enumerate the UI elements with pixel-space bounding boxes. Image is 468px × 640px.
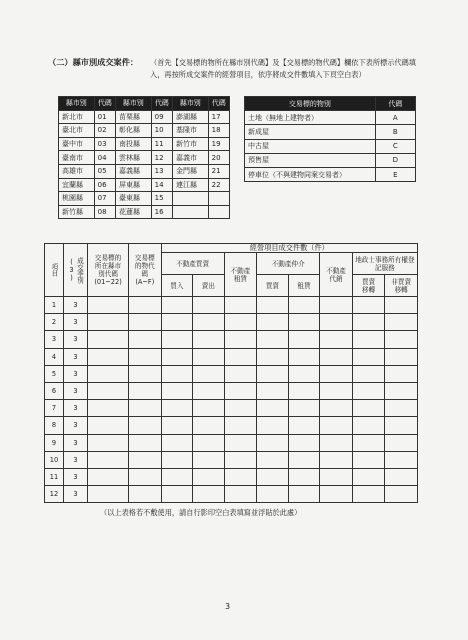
- land-nontrade-field[interactable]: [385, 468, 418, 485]
- broker-rent-field[interactable]: [288, 400, 320, 417]
- broker-trade-field[interactable]: [257, 486, 289, 503]
- land-registration-header: 地政士事務所有權登記服務: [355, 255, 415, 272]
- land-nontrade-field[interactable]: [385, 486, 418, 503]
- county-code-field[interactable]: [88, 297, 129, 314]
- footnote: （以上表格若不敷使用，請自行影印空白表填寫並浮貼於此處）: [100, 508, 302, 517]
- cell: 02: [94, 124, 115, 138]
- col-header: 縣市別: [116, 97, 152, 111]
- county-code-field[interactable]: [88, 434, 129, 451]
- table-row: [45, 486, 418, 503]
- land-nontrade-field[interactable]: [385, 417, 418, 434]
- broker-trade-field[interactable]: [257, 417, 289, 434]
- cell: 屏東縣: [116, 178, 152, 192]
- table-row: [45, 348, 418, 365]
- section-title: （二）縣市別成交案件：: [48, 57, 139, 67]
- rent-header: 不動產租賃: [230, 266, 251, 283]
- cell: 15: [151, 192, 172, 206]
- item-number: 12: [45, 486, 64, 503]
- cell: D: [375, 153, 415, 167]
- rent-count-field[interactable]: [224, 400, 257, 417]
- col-header: 代碼: [208, 97, 229, 111]
- agency-field[interactable]: [320, 297, 353, 314]
- item-number: 3: [45, 331, 64, 348]
- item-number: 11: [45, 468, 64, 485]
- header-row-1: [45, 244, 418, 253]
- land-trade-field[interactable]: [352, 314, 385, 331]
- cell: 宜蘭縣: [59, 178, 95, 192]
- cell: 22: [208, 178, 229, 192]
- agency-header: 不動產代銷: [326, 266, 346, 283]
- cell: 09: [151, 110, 172, 124]
- cell: 臺北市: [59, 124, 95, 138]
- buy-count-field[interactable]: [161, 468, 193, 485]
- broker-header: 不動產仲介: [257, 253, 320, 275]
- land-nontrade-field[interactable]: [385, 314, 418, 331]
- item-number: 6: [45, 382, 64, 399]
- object-code-field[interactable]: [129, 297, 162, 314]
- broker-trade-field[interactable]: [257, 365, 289, 382]
- rent-count-field[interactable]: [224, 297, 257, 314]
- buy-count-field[interactable]: [161, 434, 193, 451]
- broker-trade-field[interactable]: [257, 434, 289, 451]
- quarter-value: 3: [63, 400, 87, 417]
- county-code-field[interactable]: [88, 486, 129, 503]
- cell: 苗栗縣: [116, 110, 152, 124]
- item-number: 4: [45, 348, 64, 365]
- cell: 新竹市: [173, 137, 209, 151]
- county-code-field[interactable]: [88, 451, 129, 468]
- broker-trade-field[interactable]: [257, 382, 289, 399]
- land-trade-field[interactable]: [352, 434, 385, 451]
- cell: 雲林縣: [116, 151, 152, 165]
- broker-rent-field[interactable]: [288, 417, 320, 434]
- object-code-field[interactable]: [129, 348, 162, 365]
- object-table-header: [245, 97, 416, 111]
- land-trade-field[interactable]: [352, 331, 385, 348]
- table-row: [45, 417, 418, 434]
- object-code-field[interactable]: [129, 382, 162, 399]
- col-header: 代碼: [151, 97, 172, 111]
- land-nontrade-field[interactable]: [385, 348, 418, 365]
- buy-count-field[interactable]: [161, 348, 193, 365]
- sell-count-field[interactable]: [193, 468, 225, 485]
- cell: 新成屋: [245, 125, 376, 139]
- sell-count-field[interactable]: [193, 297, 225, 314]
- object-code-field[interactable]: [129, 400, 162, 417]
- table-row: [45, 365, 418, 382]
- cell: [208, 192, 229, 206]
- cell: 桃園縣: [59, 192, 95, 206]
- quarter-value: 3: [63, 331, 87, 348]
- broker-trade-field[interactable]: [257, 348, 289, 365]
- sell-count-field[interactable]: [193, 417, 225, 434]
- land-trade-field[interactable]: [352, 451, 385, 468]
- object-code-header: 交易標的物代碼: [134, 254, 155, 278]
- quarter-value: 3: [63, 297, 87, 314]
- object-code-field[interactable]: [129, 468, 162, 485]
- cell: 20: [208, 151, 229, 165]
- object-code-range: (A~F): [135, 278, 155, 286]
- land-nontrade-field[interactable]: [385, 382, 418, 399]
- county-code-range: (01~22): [94, 278, 122, 286]
- broker-rent-field[interactable]: [288, 365, 320, 382]
- cell: [173, 205, 209, 219]
- cell: [173, 192, 209, 206]
- broker-trade-field[interactable]: [257, 451, 289, 468]
- cell: 05: [94, 164, 115, 178]
- section-instructions: （首先【交易標的物所在縣市別代碼】及【交易標的物代碼】欄依下表所標示代碼填入，再按所成交案件的經營項目，依序將成交件數填入下頁空白表）: [150, 58, 416, 79]
- cell: 金門縣: [173, 164, 209, 178]
- cell: 澎湖縣: [173, 110, 209, 124]
- object-code-field[interactable]: [129, 331, 162, 348]
- land-trade-field[interactable]: [352, 382, 385, 399]
- table-row: [59, 110, 230, 124]
- buy-count-field[interactable]: [161, 417, 193, 434]
- broker-rent-field[interactable]: [288, 486, 320, 503]
- entry-rows: [45, 297, 418, 503]
- buy-header: 買入: [161, 275, 193, 297]
- item-number: 7: [45, 400, 64, 417]
- table-row: [45, 400, 418, 417]
- table-row: [245, 111, 416, 125]
- col-header: 縣市別: [173, 97, 209, 111]
- cell: 01: [94, 110, 115, 124]
- county-code-field[interactable]: [88, 417, 129, 434]
- broker-trade-header: 買賣: [257, 275, 289, 297]
- cell: 11: [151, 137, 172, 151]
- quarter-value: 3: [63, 365, 87, 382]
- quarter-value: 3: [63, 434, 87, 451]
- table-row: [245, 167, 416, 181]
- land-nontrade-header: 非買賣移轉: [391, 277, 412, 294]
- cell: 14: [151, 178, 172, 192]
- land-trade-field[interactable]: [352, 468, 385, 485]
- land-nontrade-field[interactable]: [385, 297, 418, 314]
- table-row: [59, 164, 230, 178]
- table-row: [45, 451, 418, 468]
- broker-rent-field[interactable]: [288, 434, 320, 451]
- cell: 預售屋: [245, 153, 376, 167]
- cell: 08: [94, 205, 115, 219]
- item-number: 1: [45, 297, 64, 314]
- col-header: 縣市別: [59, 97, 95, 111]
- cell: 土地（無地上建物者）: [245, 111, 376, 125]
- county-code-field[interactable]: [88, 382, 129, 399]
- sell-count-field[interactable]: [193, 382, 225, 399]
- agency-field[interactable]: [320, 331, 353, 348]
- cell: 新北市: [59, 110, 95, 124]
- rent-count-field[interactable]: [224, 365, 257, 382]
- sell-count-field[interactable]: [193, 331, 225, 348]
- broker-rent-field[interactable]: [288, 314, 320, 331]
- sell-count-field[interactable]: [193, 486, 225, 503]
- broker-trade-field[interactable]: [257, 314, 289, 331]
- land-nontrade-field[interactable]: [385, 400, 418, 417]
- cell: 03: [94, 137, 115, 151]
- rent-count-field[interactable]: [224, 331, 257, 348]
- county-code-field[interactable]: [88, 348, 129, 365]
- broker-trade-field[interactable]: [257, 297, 289, 314]
- business-header: 經營項目成交件數（件）: [161, 244, 417, 253]
- table-row: [45, 382, 418, 399]
- county-code-field[interactable]: [88, 314, 129, 331]
- rent-count-field[interactable]: [224, 468, 257, 485]
- rent-count-field[interactable]: [224, 434, 257, 451]
- buy-count-field[interactable]: [161, 382, 193, 399]
- county-code-field[interactable]: [88, 400, 129, 417]
- cell: 臺南市: [59, 151, 95, 165]
- agency-field[interactable]: [320, 365, 353, 382]
- rent-count-field[interactable]: [224, 382, 257, 399]
- table-row: [45, 331, 418, 348]
- object-code-field[interactable]: [129, 451, 162, 468]
- buy-count-field[interactable]: [161, 400, 193, 417]
- broker-trade-field[interactable]: [257, 400, 289, 417]
- broker-rent-field[interactable]: [288, 348, 320, 365]
- land-trade-field[interactable]: [352, 486, 385, 503]
- cell: 17: [208, 110, 229, 124]
- rent-count-field[interactable]: [224, 451, 257, 468]
- quarter-value: 3: [63, 486, 87, 503]
- cell: 21: [208, 164, 229, 178]
- agency-field[interactable]: [320, 486, 353, 503]
- col-header: 代碼: [375, 97, 415, 111]
- agency-field[interactable]: [320, 348, 353, 365]
- object-code-table: [244, 96, 416, 182]
- land-trade-field[interactable]: [352, 400, 385, 417]
- cell: 中古屋: [245, 139, 376, 153]
- cell: 連江縣: [173, 178, 209, 192]
- cell: 高雄市: [59, 164, 95, 178]
- land-nontrade-field[interactable]: [385, 331, 418, 348]
- cell: 停車位（不與建物同案交易者）: [245, 167, 376, 181]
- cell: 嘉義縣: [116, 164, 152, 178]
- quarter-value: 3: [63, 468, 87, 485]
- rent-count-field[interactable]: [224, 348, 257, 365]
- cell: E: [375, 167, 415, 181]
- sell-count-field[interactable]: [193, 365, 225, 382]
- cell: 04: [94, 151, 115, 165]
- col-header: 代碼: [94, 97, 115, 111]
- cell: 嘉義市: [173, 151, 209, 165]
- object-code-field[interactable]: [129, 486, 162, 503]
- buy-count-field[interactable]: [161, 297, 193, 314]
- table-row: [45, 468, 418, 485]
- quarter-value: 3: [63, 348, 87, 365]
- county-table-header: [59, 97, 230, 111]
- item-number: 5: [45, 365, 64, 382]
- rent-count-field[interactable]: [224, 417, 257, 434]
- col-header: 交易標的物別: [245, 97, 376, 111]
- county-code-field[interactable]: [88, 331, 129, 348]
- cell: 06: [94, 178, 115, 192]
- table-row: [59, 205, 230, 219]
- object-code-field[interactable]: [129, 417, 162, 434]
- item-number: 8: [45, 417, 64, 434]
- cell: 16: [151, 205, 172, 219]
- rent-count-field[interactable]: [224, 314, 257, 331]
- land-nontrade-field[interactable]: [385, 451, 418, 468]
- item-number: 2: [45, 314, 64, 331]
- broker-rent-field[interactable]: [288, 297, 320, 314]
- transaction-entry-table: [44, 243, 418, 503]
- cell: 13: [151, 164, 172, 178]
- land-trade-field[interactable]: [352, 348, 385, 365]
- item-number: 10: [45, 451, 64, 468]
- agency-field[interactable]: [320, 382, 353, 399]
- county-code-field[interactable]: [88, 365, 129, 382]
- cell: 19: [208, 137, 229, 151]
- table-row: [59, 124, 230, 138]
- buy-count-field[interactable]: [161, 365, 193, 382]
- cell: 10: [151, 124, 172, 138]
- item-header: 項目: [49, 263, 58, 277]
- broker-trade-field[interactable]: [257, 468, 289, 485]
- broker-rent-field[interactable]: [288, 451, 320, 468]
- table-row: [245, 153, 416, 167]
- table-row: [59, 137, 230, 151]
- buy-count-field[interactable]: [161, 314, 193, 331]
- broker-rent-field[interactable]: [288, 468, 320, 485]
- cell: C: [375, 139, 415, 153]
- quarter-value: 3: [63, 451, 87, 468]
- broker-rent-header: 租賃: [288, 275, 320, 297]
- table-row: [59, 151, 230, 165]
- buy-count-field[interactable]: [161, 451, 193, 468]
- land-trade-field[interactable]: [352, 365, 385, 382]
- table-row: [45, 314, 418, 331]
- cell: 彰化縣: [116, 124, 152, 138]
- buy-count-field[interactable]: [161, 486, 193, 503]
- agency-field[interactable]: [320, 468, 353, 485]
- cell: [208, 205, 229, 219]
- county-code-table: [58, 96, 230, 219]
- quarter-value: 3: [63, 314, 87, 331]
- cell: 基隆市: [173, 124, 209, 138]
- trade-header: 不動產買賣: [161, 253, 224, 275]
- sell-count-field[interactable]: [193, 348, 225, 365]
- county-code-header: 交易標的所在縣市別代碼: [94, 254, 122, 278]
- land-trade-header: 買賣移轉: [361, 277, 376, 294]
- rent-count-field[interactable]: [224, 486, 257, 503]
- broker-rent-field[interactable]: [288, 331, 320, 348]
- agency-field[interactable]: [320, 314, 353, 331]
- cell: A: [375, 111, 415, 125]
- table-row: [245, 139, 416, 153]
- item-number: 9: [45, 434, 64, 451]
- table-row: [59, 192, 230, 206]
- land-trade-field[interactable]: [352, 297, 385, 314]
- cell: 臺東縣: [116, 192, 152, 206]
- table-row: [45, 434, 418, 451]
- cell: 新竹縣: [59, 205, 95, 219]
- broker-trade-field[interactable]: [257, 331, 289, 348]
- object-code-field[interactable]: [129, 434, 162, 451]
- sell-count-field[interactable]: [193, 434, 225, 451]
- cell: 18: [208, 124, 229, 138]
- sell-count-field[interactable]: [193, 451, 225, 468]
- quarter-header: 成交季別(3): [67, 256, 84, 284]
- cell: 12: [151, 151, 172, 165]
- land-nontrade-field[interactable]: [385, 434, 418, 451]
- cell: 南投縣: [116, 137, 152, 151]
- cell: 花蓮縣: [116, 205, 152, 219]
- quarter-value: 3: [63, 417, 87, 434]
- agency-field[interactable]: [320, 434, 353, 451]
- quarter-value: 3: [63, 382, 87, 399]
- table-row: [45, 297, 418, 314]
- object-code-field[interactable]: [129, 365, 162, 382]
- table-row: [245, 125, 416, 139]
- table-row: [59, 178, 230, 192]
- county-code-field[interactable]: [88, 468, 129, 485]
- sell-count-field[interactable]: [193, 314, 225, 331]
- land-trade-field[interactable]: [352, 417, 385, 434]
- land-nontrade-field[interactable]: [385, 365, 418, 382]
- cell: 07: [94, 192, 115, 206]
- sell-header: 賣出: [193, 275, 225, 297]
- broker-rent-field[interactable]: [288, 382, 320, 399]
- cell: 臺中市: [59, 137, 95, 151]
- cell: B: [375, 125, 415, 139]
- object-code-field[interactable]: [129, 314, 162, 331]
- agency-field[interactable]: [320, 451, 353, 468]
- sell-count-field[interactable]: [193, 400, 225, 417]
- buy-count-field[interactable]: [161, 331, 193, 348]
- agency-field[interactable]: [320, 400, 353, 417]
- agency-field[interactable]: [320, 417, 353, 434]
- page-number: 3: [225, 602, 231, 611]
